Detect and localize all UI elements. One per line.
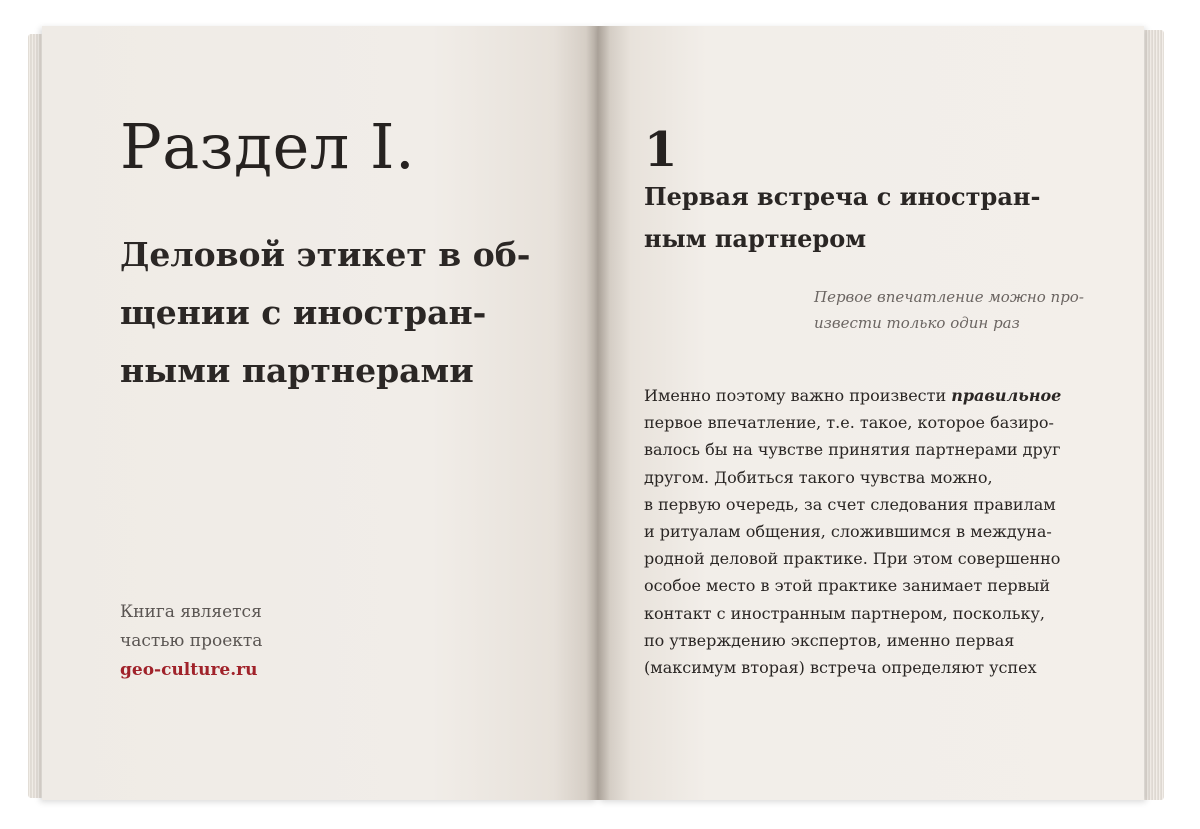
body-line: (максимум вторая) встреча определяют успех (644, 658, 1037, 678)
section-title: Раздел I. (120, 110, 416, 183)
body-line: валось бы на чувстве принятия партнерами друг (644, 440, 1061, 460)
project-note-line-1: Книга является (120, 602, 262, 622)
right-page (598, 26, 1144, 800)
body-line: особое место в этой практике занимает первый (644, 576, 1051, 596)
section-subtitle: Деловой этикет в общении с иностранными партнерами (120, 235, 531, 390)
body-line: по утверждению экспертов, именно первая (644, 630, 1015, 650)
body-line: другом. Добиться такого чувства можно, (644, 467, 993, 487)
body-line-1 (644, 382, 1076, 409)
spine-shadow (586, 26, 610, 800)
body-line: и ритуалам общения, сложившимся в междуна- (644, 522, 1052, 542)
left-page (42, 26, 598, 800)
body-line-1-text: Именно поэтому важно произвести (644, 386, 952, 405)
body-line: контакт с иностранным партнером, поскольку, (644, 603, 1046, 623)
body-emphasis: правильное (951, 386, 1062, 405)
project-note-line-2: частью проекта (120, 631, 263, 651)
epigraph: Первое впечатление можно произвести только один раз (814, 288, 1084, 332)
body-line: первое впечатление, т.е. такое, которое базиро- (644, 413, 1054, 433)
body-line: родной деловой практике. При этом совершенно (644, 549, 1061, 569)
chapter-title: Первая встреча с иностранным партнером (644, 182, 1041, 253)
body-text (644, 382, 1076, 681)
chapter-number: 1 (644, 122, 678, 178)
body-line: в первую очередь, за счет следования правилам (644, 494, 1056, 514)
project-note (120, 598, 262, 685)
project-link[interactable]: geo-culture.ru (120, 660, 258, 680)
